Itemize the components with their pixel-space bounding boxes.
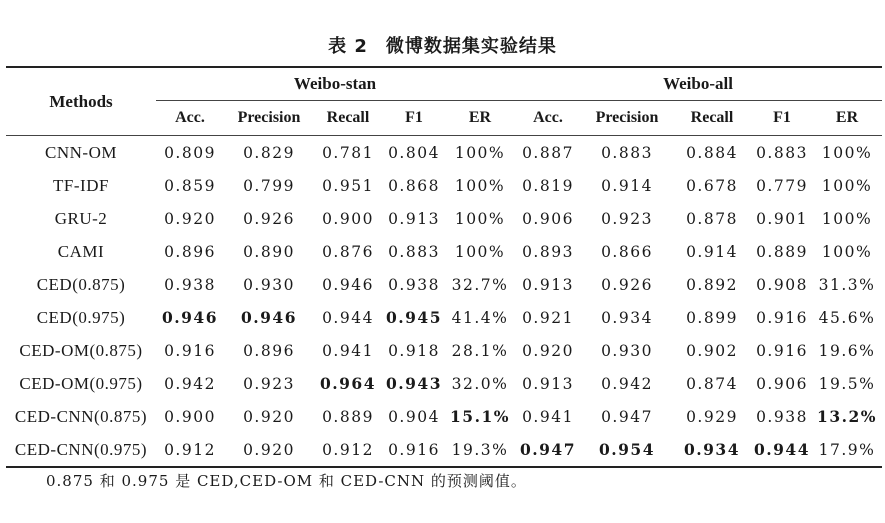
value-cell: 0.900 xyxy=(164,407,216,426)
value-cell: 100% xyxy=(821,209,873,228)
method-cell: CED-CNN(0.875) xyxy=(14,406,148,426)
value-cell: 0.947 xyxy=(601,407,653,426)
table-row xyxy=(6,202,882,235)
value-cell: 0.920 xyxy=(224,433,314,467)
value-cell: 0.876 xyxy=(322,242,374,261)
value-cell: 0.916 xyxy=(756,341,808,360)
metric-header: Precision xyxy=(237,109,301,126)
value-cell: 0.878 xyxy=(686,209,738,228)
value-cell: 0.887 xyxy=(514,136,582,170)
value-cell: 0.943 xyxy=(385,374,443,393)
value-cell: 0.914 xyxy=(601,176,653,195)
value-cell: 19.6% xyxy=(818,341,876,360)
method-cell: TF-IDF xyxy=(53,175,109,195)
value-cell: 0.900 xyxy=(322,209,374,228)
results-table xyxy=(6,66,882,468)
value-cell: 0.920 xyxy=(243,407,295,426)
value-cell: 0.944 xyxy=(752,433,812,467)
value-cell: 100% xyxy=(446,136,514,170)
value-cell: 0.902 xyxy=(686,341,738,360)
value-cell: 0.938 xyxy=(388,275,440,294)
value-cell: 0.923 xyxy=(243,374,295,393)
value-cell: 0.892 xyxy=(686,275,738,294)
value-cell: 0.866 xyxy=(601,242,653,261)
value-cell: 100% xyxy=(821,176,873,195)
value-cell: 0.942 xyxy=(164,374,216,393)
value-cell: 0.896 xyxy=(164,242,216,261)
value-cell: 19.5% xyxy=(818,374,876,393)
value-cell: 0.896 xyxy=(243,341,295,360)
value-cell: 100% xyxy=(821,242,873,261)
value-cell: 0.779 xyxy=(756,176,808,195)
value-cell: 0.913 xyxy=(388,209,440,228)
value-cell: 0.938 xyxy=(756,407,808,426)
value-cell: 0.809 xyxy=(156,136,224,170)
table-row xyxy=(6,301,882,334)
value-cell: 100% xyxy=(454,176,506,195)
value-cell: 0.916 xyxy=(756,308,808,327)
value-cell: 0.883 xyxy=(752,136,812,170)
value-cell: 0.912 xyxy=(314,433,382,467)
value-cell: 0.920 xyxy=(164,209,216,228)
value-cell: 0.938 xyxy=(164,275,216,294)
value-cell: 0.944 xyxy=(322,308,374,327)
value-cell: 100% xyxy=(812,136,882,170)
value-cell: 0.945 xyxy=(385,308,443,327)
value-cell: 0.964 xyxy=(319,374,377,393)
method-cell: CAMI xyxy=(57,241,105,261)
group-header-weibo-stan: Weibo-stan xyxy=(156,67,514,101)
value-cell: 0.819 xyxy=(522,176,574,195)
value-cell: 0.934 xyxy=(601,308,653,327)
value-cell: 0.889 xyxy=(322,407,374,426)
table-row xyxy=(6,268,882,301)
value-cell: 0.904 xyxy=(388,407,440,426)
value-cell: 0.941 xyxy=(322,341,374,360)
value-cell: 0.951 xyxy=(322,176,374,195)
value-cell: 0.930 xyxy=(601,341,653,360)
metric-header: Precision xyxy=(595,109,659,126)
value-cell: 0.926 xyxy=(601,275,653,294)
value-cell: 0.901 xyxy=(756,209,808,228)
value-cell: 0.906 xyxy=(756,374,808,393)
value-cell: 0.678 xyxy=(686,176,738,195)
table-row xyxy=(6,334,882,367)
value-cell: 15.1% xyxy=(450,407,510,426)
group-header-weibo-all: Weibo-all xyxy=(514,67,882,101)
value-cell: 28.1% xyxy=(451,341,509,360)
table-row xyxy=(6,400,882,433)
metric-header: Acc. xyxy=(175,109,205,126)
method-cell: CED(0.975) xyxy=(36,307,126,327)
value-cell: 41.4% xyxy=(451,308,509,327)
value-cell: 0.899 xyxy=(686,308,738,327)
value-cell: 0.942 xyxy=(601,374,653,393)
value-cell: 31.3% xyxy=(818,275,876,294)
value-cell: 13.2% xyxy=(817,407,878,426)
value-cell: 0.923 xyxy=(601,209,653,228)
method-cell: CED-OM(0.975) xyxy=(19,373,143,393)
value-cell: 0.829 xyxy=(224,136,314,170)
metric-header: ER xyxy=(468,109,492,126)
value-cell: 17.9% xyxy=(812,433,882,467)
value-cell: 0.906 xyxy=(522,209,574,228)
metric-header: Recall xyxy=(690,109,734,126)
table-row xyxy=(6,367,882,400)
value-cell: 19.3% xyxy=(446,433,514,467)
value-cell: 0.920 xyxy=(522,341,574,360)
table-row xyxy=(6,169,882,202)
value-cell: 0.930 xyxy=(243,275,295,294)
table-note: 0.875 和 0.975 是 CED,CED-OM 和 CED-CNN 的预测阈值。 xyxy=(46,472,527,490)
value-cell: 100% xyxy=(454,242,506,261)
value-cell: 0.912 xyxy=(156,433,224,467)
table-row xyxy=(6,136,882,170)
value-cell: 0.947 xyxy=(514,433,582,467)
methods-header: Methods xyxy=(6,67,156,136)
value-cell: 0.916 xyxy=(164,341,216,360)
value-cell: 0.884 xyxy=(672,136,752,170)
method-cell: GRU-2 xyxy=(54,208,108,228)
metric-header: Recall xyxy=(326,109,370,126)
value-cell: 0.921 xyxy=(522,308,574,327)
method-cell: CNN-OM xyxy=(6,136,156,170)
method-cell: CED-OM(0.875) xyxy=(19,340,143,360)
value-cell: 0.781 xyxy=(314,136,382,170)
value-cell: 0.908 xyxy=(756,275,808,294)
method-cell: CED-CNN(0.975) xyxy=(6,433,156,467)
value-cell: 0.883 xyxy=(582,136,672,170)
value-cell: 0.893 xyxy=(522,242,574,261)
metric-header: F1 xyxy=(773,109,791,126)
value-cell: 0.889 xyxy=(756,242,808,261)
table-number: 表 2 xyxy=(328,36,368,57)
value-cell: 0.946 xyxy=(161,308,219,327)
table-row xyxy=(6,235,882,268)
value-cell: 0.946 xyxy=(240,308,298,327)
table-row xyxy=(6,433,882,467)
metric-header: ER xyxy=(835,109,859,126)
method-cell: CED(0.875) xyxy=(36,274,126,294)
value-cell: 0.883 xyxy=(388,242,440,261)
value-cell: 0.868 xyxy=(388,176,440,195)
metric-header: Acc. xyxy=(533,109,563,126)
value-cell: 0.859 xyxy=(164,176,216,195)
value-cell: 45.6% xyxy=(818,308,876,327)
value-cell: 0.929 xyxy=(686,407,738,426)
value-cell: 32.7% xyxy=(451,275,509,294)
table-caption xyxy=(0,32,885,58)
metric-header: F1 xyxy=(405,109,423,126)
value-cell: 0.954 xyxy=(582,433,672,467)
value-cell: 0.926 xyxy=(243,209,295,228)
value-cell: 0.804 xyxy=(382,136,446,170)
value-cell: 0.941 xyxy=(522,407,574,426)
value-cell: 0.913 xyxy=(522,374,574,393)
value-cell: 0.918 xyxy=(388,341,440,360)
value-cell: 100% xyxy=(454,209,506,228)
value-cell: 0.913 xyxy=(522,275,574,294)
value-cell: 0.799 xyxy=(243,176,295,195)
value-cell: 0.890 xyxy=(243,242,295,261)
value-cell: 0.914 xyxy=(686,242,738,261)
value-cell: 0.934 xyxy=(672,433,752,467)
value-cell: 0.916 xyxy=(382,433,446,467)
table-title: 微博数据集实验结果 xyxy=(385,36,557,57)
value-cell: 0.874 xyxy=(686,374,738,393)
value-cell: 0.946 xyxy=(322,275,374,294)
value-cell: 32.0% xyxy=(451,374,509,393)
